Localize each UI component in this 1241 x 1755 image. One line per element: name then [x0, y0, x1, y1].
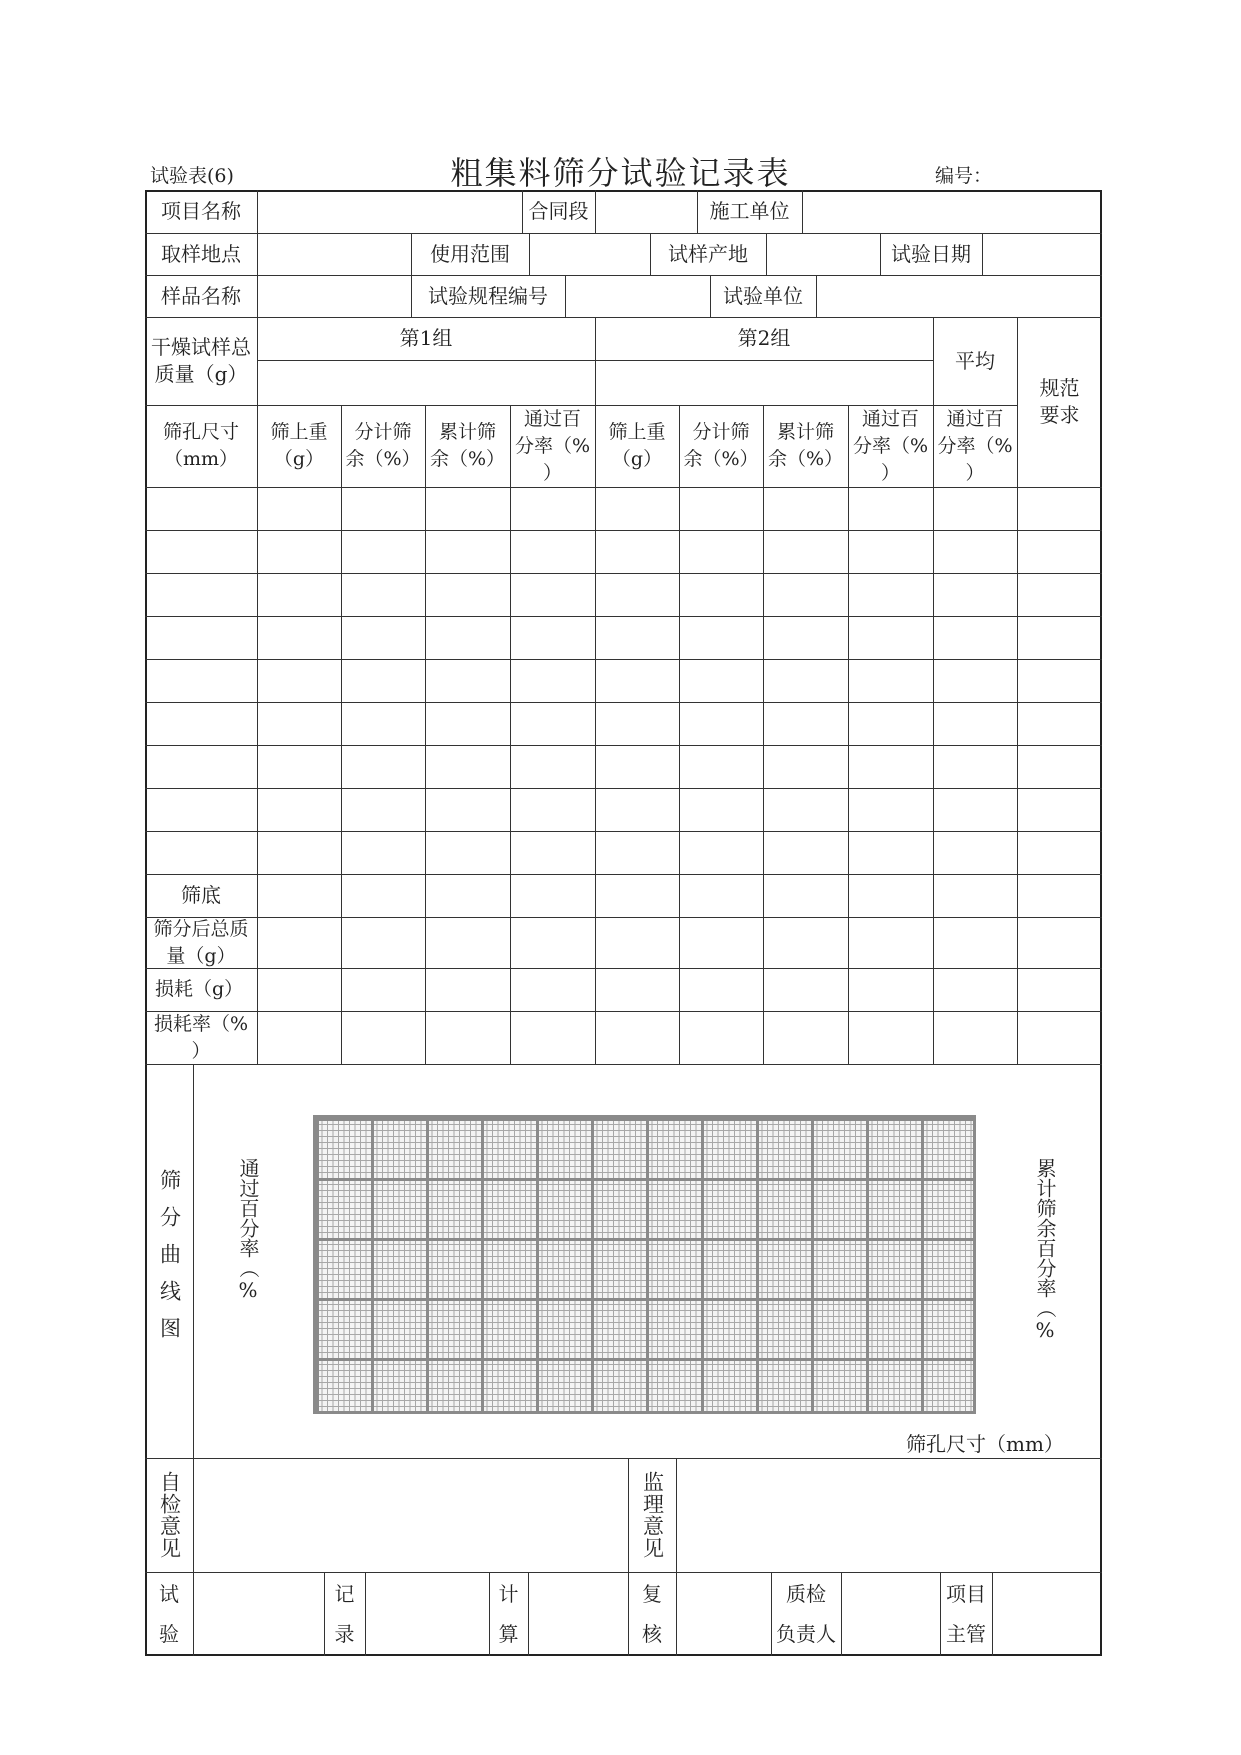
row-loss: 损耗（g） [155, 978, 244, 1000]
col-sieve-size: 筛孔尺寸 （mm） [162, 421, 239, 470]
self-check-label: 自检意见 [157, 1471, 182, 1559]
number-label: 编号： [935, 165, 993, 187]
field-project-name[interactable] [257, 190, 522, 233]
sig-test-field[interactable] [193, 1572, 324, 1656]
field-sample-origin[interactable] [766, 233, 880, 275]
sig-calc-label: 计 算 [498, 1582, 519, 1646]
label-test-unit: 试验单位 [723, 283, 803, 308]
field-sampling-location[interactable] [257, 233, 411, 275]
curve-right-axis-label: 累计筛余百分率（% [1033, 1158, 1057, 1342]
label-sample-name: 样品名称 [161, 283, 241, 308]
col-g1-cumulative-residue: 累计筛 余（%） [429, 421, 506, 470]
field-contract-section[interactable] [595, 190, 697, 233]
form-code: 试验表(6) [150, 165, 234, 187]
field-test-code-no[interactable] [565, 275, 710, 317]
field-usage-scope[interactable] [529, 233, 650, 275]
sig-qc-label: 质检 负责人 [776, 1582, 836, 1646]
sig-review-field[interactable] [676, 1572, 771, 1656]
sig-calc-field[interactable] [528, 1572, 628, 1656]
page-title: 粗集料筛分试验记录表 [450, 154, 791, 192]
sig-manager-field[interactable] [992, 1572, 1102, 1656]
label-usage-scope: 使用范围 [430, 241, 510, 266]
field-construction-unit[interactable] [802, 190, 1102, 233]
sig-record-label: 记 录 [334, 1582, 355, 1646]
label-test-date: 试验日期 [891, 241, 971, 266]
field-test-date[interactable] [982, 233, 1102, 275]
row-pan: 筛底 [181, 883, 221, 907]
col-g2-retained-mass: 筛上重 （g） [608, 421, 666, 470]
spec-header: 规范 要求 [1039, 376, 1080, 427]
curve-left-axis-label: 通过百分率（% [236, 1158, 260, 1302]
sieve-curve-grid [313, 1115, 976, 1414]
self-check-field[interactable] [193, 1458, 628, 1572]
sig-record-field[interactable] [365, 1572, 489, 1656]
label-dry-mass: 干燥试样总 质量（g） [151, 335, 251, 386]
sig-manager-label: 项目 主管 [946, 1582, 986, 1646]
label-construction-unit: 施工单位 [709, 199, 790, 223]
label-sampling-location: 取样地点 [161, 241, 241, 266]
col-g2-cumulative-residue: 累计筛 余（%） [767, 421, 844, 470]
col-g1-partial-residue: 分计筛 余（%） [345, 421, 421, 470]
row-total-after: 筛分后总质 量（g） [153, 917, 249, 967]
sig-test-label: 试 验 [159, 1582, 179, 1646]
curve-section-label: 筛分曲线图 [157, 1168, 182, 1354]
col-g1-passing-percent: 通过百 分率（% ） [514, 407, 591, 484]
group-1-header: 第1组 [399, 326, 453, 350]
label-test-code-no: 试验规程编号 [428, 283, 548, 308]
col-g1-retained-mass: 筛上重 （g） [270, 421, 328, 470]
field-test-unit[interactable] [816, 275, 1102, 317]
average-header: 平均 [955, 348, 995, 373]
field-sample-name[interactable] [257, 275, 411, 317]
row-loss-rate: 损耗率（% ） [153, 1012, 249, 1062]
label-sample-origin: 试样产地 [668, 241, 748, 266]
group-2-header: 第2组 [737, 326, 791, 350]
supervision-label: 监理意见 [640, 1471, 665, 1559]
sig-review-label: 复 核 [642, 1582, 662, 1646]
curve-x-axis-label: 筛孔尺寸（mm） [906, 1432, 1064, 1456]
supervision-field[interactable] [676, 1458, 1102, 1572]
sig-qc-field[interactable] [841, 1572, 940, 1656]
label-contract-section: 合同段 [528, 199, 589, 223]
col-avg-passing-percent: 通过百 分率（% ） [937, 407, 1013, 484]
col-g2-passing-percent: 通过百 分率（% ） [852, 407, 929, 484]
col-g2-partial-residue: 分计筛 余（%） [683, 421, 759, 470]
label-project-name: 项目名称 [161, 199, 241, 223]
